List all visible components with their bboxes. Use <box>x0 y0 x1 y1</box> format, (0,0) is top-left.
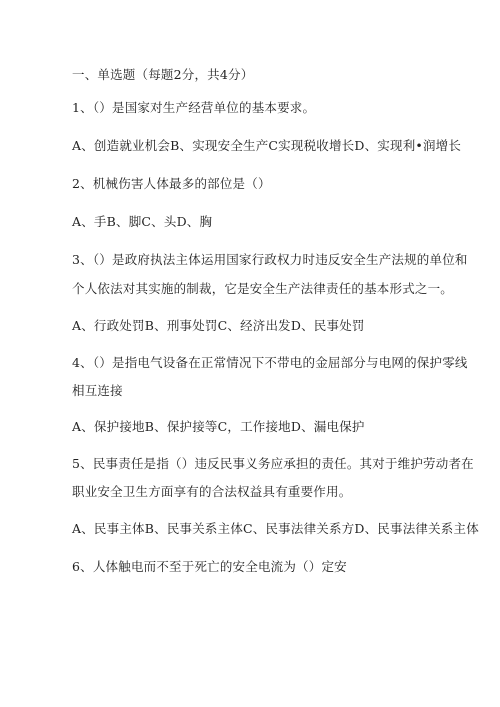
question-5-stem-line-2: 职业安全卫生方面享有的合法权益具有重要作用。 <box>72 484 352 499</box>
question-3-stem-line-1: 3、（）是政府执法主体运用国家行政权力时违反安全生产法规的单位和 <box>72 252 468 267</box>
question-3-stem-line-2: 个人依法对其实施的制裁，它是安全生产法律责任的基本形式之一。 <box>72 281 454 296</box>
question-2-stem: 2、机械伤害人体最多的部位是（） <box>72 176 271 191</box>
question-4-stem-line-1: 4、（）是指电气设备在正常情况下不带电的金屈部分与电网的保护零线 <box>72 355 468 370</box>
question-6-stem: 6、人体触电而不至于死亡的安全电流为（）定安 <box>72 559 347 574</box>
section-title: 一、单选题（每题2分，共4分） <box>72 67 254 82</box>
question-5-options: A、民事主体B、民事关系主体C、民事法律关系方D、民事法律关系主体 <box>72 521 479 536</box>
question-2-options: A、手B、脚C、头D、胸 <box>72 214 213 229</box>
question-5-stem-line-1: 5、民事责任是指（）违反民事义务应承担的责任。其对于维护劳动者在 <box>72 456 474 471</box>
question-1-stem: 1、（）是国家对生产经营单位的基本要求。 <box>72 100 316 115</box>
question-4-stem-line-2: 相互连接 <box>72 383 123 398</box>
question-4-options: A、保护接地B、保护接等C，工作接地D、漏电保护 <box>72 419 365 434</box>
question-3-options: A、行政处罚B、刑事处罚C、经济出发D、民事处罚 <box>72 318 365 333</box>
question-1-options: A、创造就业机会B、实现安全生产C实现税收增长D、实现利•润增长 <box>72 138 462 153</box>
